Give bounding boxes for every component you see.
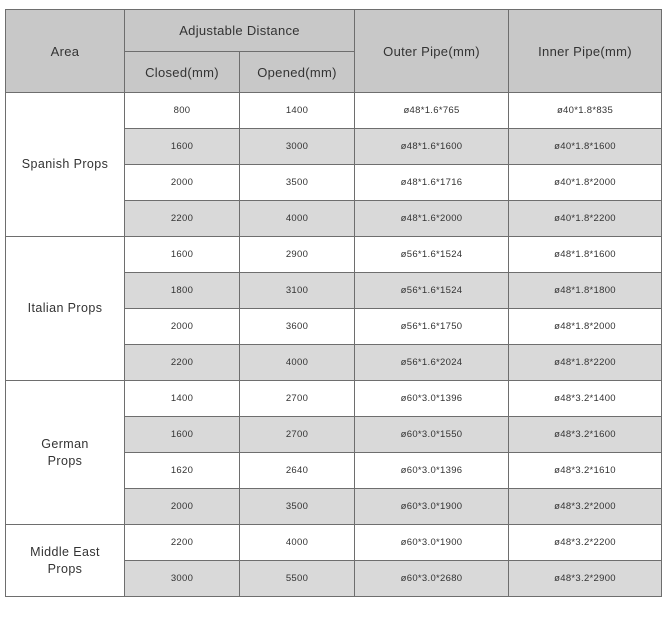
- opened-cell: 2700: [240, 381, 355, 417]
- inner-cell: ø48*1.8*1600: [509, 237, 662, 273]
- inner-cell: ø40*1.8*2200: [509, 201, 662, 237]
- inner-cell: ø40*1.8*1600: [509, 129, 662, 165]
- table-row: [6, 237, 662, 273]
- outer-cell: ø48*1.6*1716: [355, 165, 509, 201]
- opened-cell: 4000: [240, 525, 355, 561]
- area-label: Italian Props: [27, 301, 103, 315]
- area-label: Props: [47, 453, 83, 468]
- closed-cell: 2200: [125, 345, 240, 381]
- opened-cell: 3600: [240, 309, 355, 345]
- inner-cell: ø48*1.8*2000: [509, 309, 662, 345]
- area-cell: [6, 93, 125, 237]
- outer-cell: ø56*1.6*1524: [355, 237, 509, 273]
- outer-cell: ø60*3.0*2680: [355, 561, 509, 597]
- closed-cell: 1400: [125, 381, 240, 417]
- closed-cell: 1620: [125, 453, 240, 489]
- inner-cell: ø40*1.8*835: [509, 93, 662, 129]
- header-adjustable-distance: Adjustable Distance: [125, 10, 355, 52]
- header-outer-pipe: Outer Pipe(mm): [355, 10, 509, 93]
- closed-cell: 3000: [125, 561, 240, 597]
- outer-cell: ø60*3.0*1396: [355, 381, 509, 417]
- closed-cell: 2200: [125, 201, 240, 237]
- opened-cell: 4000: [240, 201, 355, 237]
- outer-cell: ø60*3.0*1550: [355, 417, 509, 453]
- outer-cell: ø56*1.6*2024: [355, 345, 509, 381]
- outer-cell: ø48*1.6*1600: [355, 129, 509, 165]
- opened-cell: 2900: [240, 237, 355, 273]
- area-cell: [6, 237, 125, 381]
- props-spec-table: [5, 9, 662, 597]
- outer-cell: ø48*1.6*765: [355, 93, 509, 129]
- closed-cell: 2000: [125, 489, 240, 525]
- outer-cell: ø56*1.6*1750: [355, 309, 509, 345]
- closed-cell: 2000: [125, 165, 240, 201]
- area-label: Props: [47, 561, 83, 576]
- area-cell: [6, 381, 125, 525]
- opened-cell: 1400: [240, 93, 355, 129]
- opened-cell: 2640: [240, 453, 355, 489]
- outer-cell: ø60*3.0*1396: [355, 453, 509, 489]
- header-opened: Opened(mm): [240, 52, 355, 93]
- table-header: [6, 10, 662, 93]
- opened-cell: 2700: [240, 417, 355, 453]
- closed-cell: 1800: [125, 273, 240, 309]
- inner-cell: ø48*3.2*2200: [509, 525, 662, 561]
- area-label: Middle East: [30, 544, 100, 559]
- area-cell: [6, 525, 125, 597]
- outer-cell: ø60*3.0*1900: [355, 525, 509, 561]
- opened-cell: 3500: [240, 165, 355, 201]
- closed-cell: 800: [125, 93, 240, 129]
- outer-cell: ø60*3.0*1900: [355, 489, 509, 525]
- inner-cell: ø48*3.2*2000: [509, 489, 662, 525]
- header-area: Area: [6, 10, 125, 93]
- table-body: [6, 93, 662, 597]
- closed-cell: 2000: [125, 309, 240, 345]
- closed-cell: 2200: [125, 525, 240, 561]
- opened-cell: 3100: [240, 273, 355, 309]
- header-closed: Closed(mm): [125, 52, 240, 93]
- closed-cell: 1600: [125, 417, 240, 453]
- area-label: German: [41, 436, 89, 451]
- table-row: [6, 525, 662, 561]
- inner-cell: ø48*1.8*1800: [509, 273, 662, 309]
- table-row: [6, 93, 662, 129]
- inner-cell: ø48*1.8*2200: [509, 345, 662, 381]
- inner-cell: ø48*3.2*1600: [509, 417, 662, 453]
- table-row: [6, 381, 662, 417]
- opened-cell: 3500: [240, 489, 355, 525]
- opened-cell: 3000: [240, 129, 355, 165]
- inner-cell: ø48*3.2*2900: [509, 561, 662, 597]
- area-label: Spanish Props: [21, 157, 109, 171]
- header-inner-pipe: Inner Pipe(mm): [509, 10, 662, 93]
- outer-cell: ø48*1.6*2000: [355, 201, 509, 237]
- outer-cell: ø56*1.6*1524: [355, 273, 509, 309]
- inner-cell: ø48*3.2*1400: [509, 381, 662, 417]
- closed-cell: 1600: [125, 129, 240, 165]
- opened-cell: 5500: [240, 561, 355, 597]
- opened-cell: 4000: [240, 345, 355, 381]
- inner-cell: ø40*1.8*2000: [509, 165, 662, 201]
- closed-cell: 1600: [125, 237, 240, 273]
- inner-cell: ø48*3.2*1610: [509, 453, 662, 489]
